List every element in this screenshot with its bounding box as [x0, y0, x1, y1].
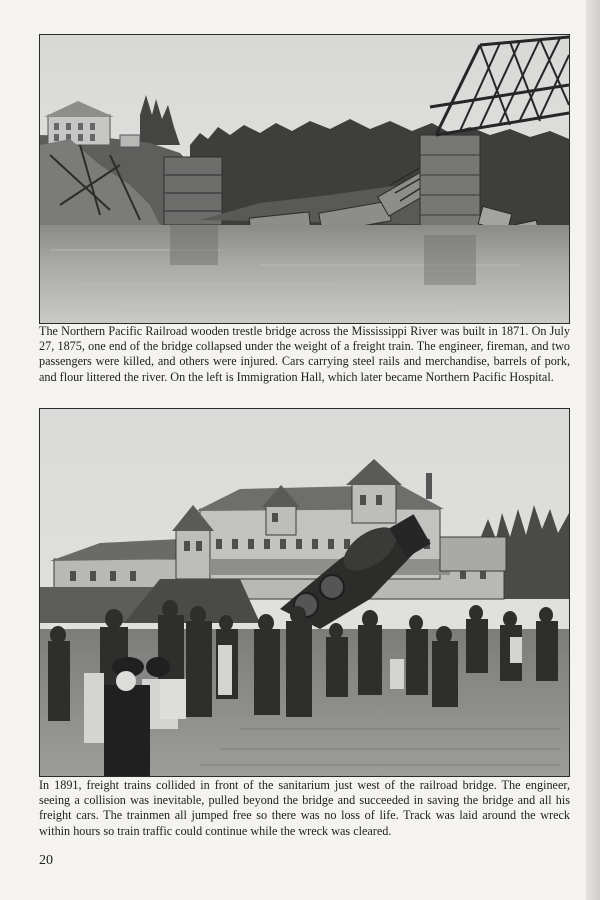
train-wreck-photo [39, 408, 570, 777]
bridge-collapse-photo [39, 34, 570, 324]
page-number: 20 [39, 853, 53, 868]
page-edge-shadow [586, 0, 600, 900]
bridge-collapse-caption: The Northern Pacific Railroad wooden trestle bridge across the Mississippi River was built in 1871. On July 27, 1875, one end of the bridge collapsed under the weight of a freight train. The engineer, fireman, and two passengers were killed, and others were injured. Cars carrying steel rails and merchandise, barrels of pork, and flour littered the river. On the left is Immigration Hall, which later became Northern Pacific Hospital. [39, 324, 570, 384]
train-wreck-caption: In 1891, freight trains collided in front of the sanitarium just west of the railroad bridge. The engineer, seeing a collision was inevitable, pulled beyond the bridge and succeeded in saving the bridge and all his freight cars. The trainmen all jumped free so there was no loss of life. Track was laid around the wreck within hours so train traffic could continue while the wreck was cleared. [39, 778, 570, 838]
